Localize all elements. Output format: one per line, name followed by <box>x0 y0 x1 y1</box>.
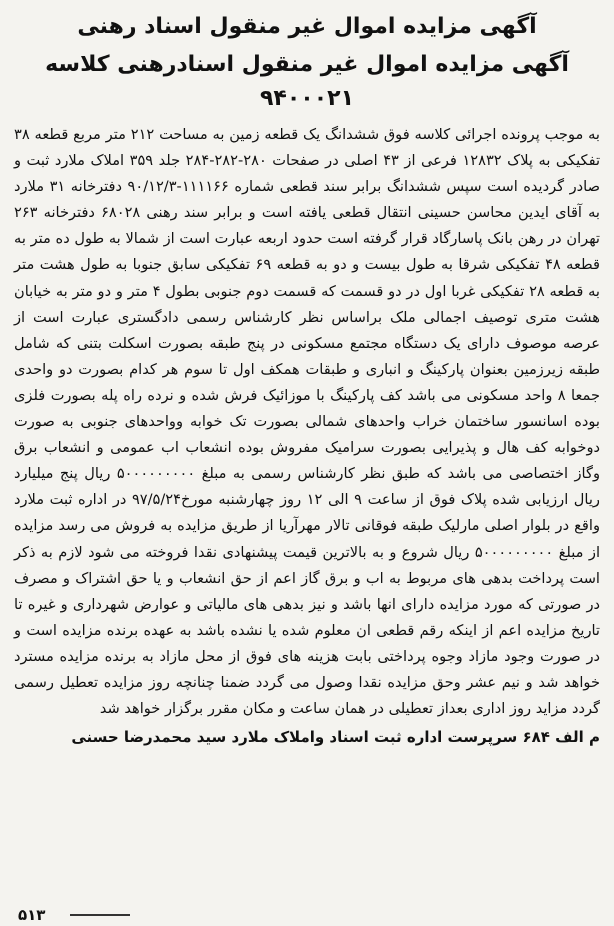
notice-signature: م الف ۶۸۴ سرپرست اداره ثبت اسناد واملاک ملارد سید محمدرضا حسنی <box>71 728 600 747</box>
notice-title: آگهی مزایده اموال غیر منقول اسناد رهنی <box>77 14 537 39</box>
footer-code: ۵۱۳ <box>18 906 46 924</box>
notice-subtitle: آگهی مزایده اموال غیر منقول اسنادرهنی کلاسه ۹۴۰۰۰۲۱ <box>45 52 569 111</box>
notice-body: به موجب پرونده اجرائی کلاسه فوق ششدانگ یک قطعه زمین به مساحت ۲۱۲ متر مربع قطعه ۳۸ تفکیکی به پلاک ۱۲۸۳۲ فرعی از ۴۳ اصلی در صفحات ۲۸۰-۲۸۲-۲۸۴ جلد ۳۵۹ املاک ملارد ثبت و صادر گردیده است سپس ششدانگ برابر سند قطعی شماره ۱۱۱۱۶۶-۹۰/۱۲/۳ دفترخانه ۳۱ ملارد به آقای ایدین محاسن حسینی انتقال قطعی یافته است و برابر سند رهنی ۶۸۰۲۸ دفترخانه ۲۶۳ تهران در رهن بانک پاسارگاد قرار گرفته است حدود اربعه عبارت است از شمالا به طول ده متر به قطعه ۴۸ تفکیکی شرقا به طول بیست و دو به قطعه ۶۹ تفکیکی سابق جنوبا به طول هشت متر به قطعه ۲۸ تفکیکی غربا اول در دو قسمت که قسمت دوم جنوبی بطول ۴ متر و دو متر به خیابان هشت متری توصیف اجمالی ملک براساس نظر کارشناس رسمی دادگستری عبارت است از عرصه موصوف دارای یک دستگاه مجتمع مسکونی در پنج طبقه بصورت اسکلت بتنی که شامل طبقه زیرزمین بعنوان پارکینگ و انباری و طبقات همکف اول تا سوم هر کدام بصورت دو واحدی جمعا ۸ واحد مسکونی می باشد کف پارکینگ با موزائیک فرش شده و نرده راه پله بصورت فلزی بوده اسانسور ساختمان خراب واحدهای شمالی بصورت تک خوابه وواحدهای جنوبی به صورت دوخوابه کف هال و پذیرایی بصورت سرامیک مفروش بوده انشعاب اب عمومی و انشعاب برق وگاز اختصاصی می باشد که طبق نظر کارشناس رسمی به مبلغ ۵۰۰۰۰۰۰۰۰۰ ریال پنج میلیارد ریال ارزیابی شده پلاک فوق از ساعت ۹ الی ۱۲ روز چهارشنبه مورخ۹۷/۵/۲۴ در اداره ثبت ملارد واقع در بلوار اصلی مارلیک طبقه فوقانی تالار مهرآریا از طریق مزایده به فروش می رسد مزایده از مبلغ ۵۰۰۰۰۰۰۰۰۰ ریال شروع و به بالاترین قیمت پیشنهادی نقدا فروخته می شود لازم به ذکر است پرداخت بدهی های مربوط به اب و برق گاز اعم از حق انشعاب و یا حق اشتراک و مصرف در صورتی که مورد مزایده دارای انها باشد و نیز بدهی های مالیاتی و عوارض شهرداری و غیره تا تاریخ مزایده اعم از اینکه رقم قطعی ان معلوم شده یا نشده باشد به عهده برنده مزایده است و در صورت وجود مازاد وجوه پرداختی بابت هزینه های فوق از محل مازاد به برنده مزایده مسترد خواهد شد و نیم عشر وحق مزایده نقدا وصول می گردد ضمنا چنانچه روز مزایده تعطیل رسمی گردد مزاید روز اداری بعداز تعطیلی در همان ساعت و مکان مقرر برگزار خواهد شد <box>14 126 601 718</box>
footer-rule <box>70 914 130 916</box>
